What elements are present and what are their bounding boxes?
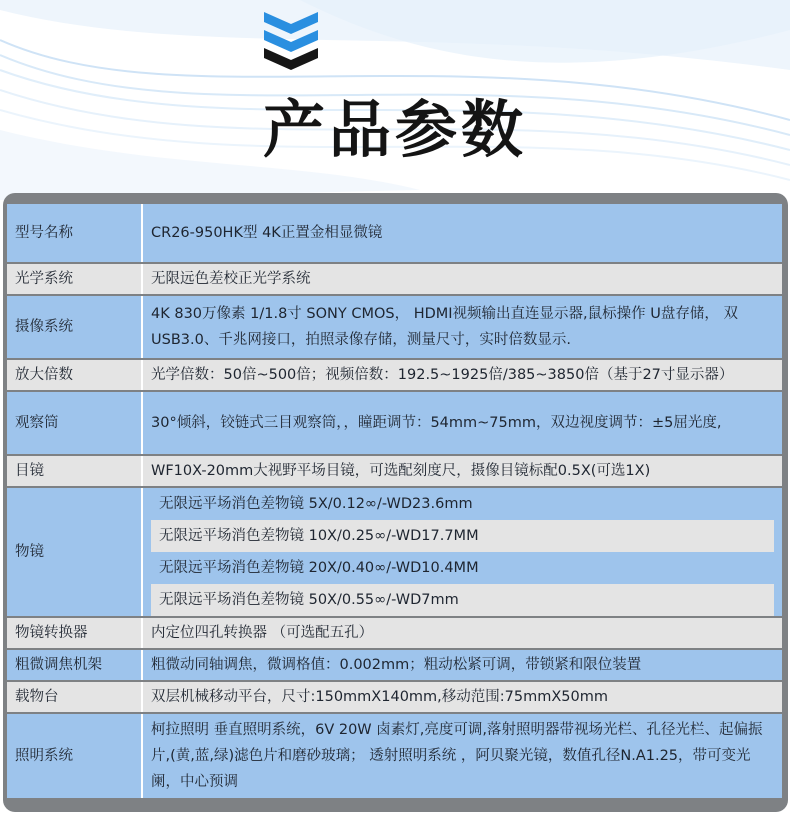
spec-label: 物镜 (7, 488, 143, 616)
objective-item: 无限远平场消色差物镜 20X/0.40∞/-WD10.4MM (151, 552, 774, 584)
spec-label: 光学系统 (7, 264, 143, 294)
spec-label: 观察筒 (7, 392, 143, 454)
table-row (7, 682, 782, 712)
spec-value: WF10X-20mm大视野平场目镜，可选配刻度尺，摄像目镜标配0.5X(可选1X) (143, 456, 782, 486)
table-row (7, 296, 782, 358)
triple-chevron-down-icon (264, 12, 318, 74)
spec-label: 摄像系统 (7, 296, 143, 358)
table-row (7, 264, 782, 294)
objective-item: 无限远平场消色差物镜 10X/0.25∞/-WD17.7MM (151, 520, 774, 552)
spec-value: 30°倾斜，铰链式三目观察筒，，瞳距调节：54mm~75mm，双边视度调节：±5屈光度, (143, 392, 782, 454)
spec-label: 放大倍数 (7, 360, 143, 390)
spec-value: 内定位四孔转换器 （可选配五孔） (143, 618, 782, 648)
spec-table (7, 202, 782, 800)
spec-label: 粗微调焦机架 (7, 650, 143, 680)
spec-label: 目镜 (7, 456, 143, 486)
objective-item: 无限远平场消色差物镜 50X/0.55∞/-WD7mm (151, 584, 774, 616)
table-row (7, 456, 782, 486)
header-banner (0, 0, 790, 200)
table-row (7, 360, 782, 390)
table-row (7, 650, 782, 680)
table-row (7, 618, 782, 648)
spec-label: 型号名称 (7, 204, 143, 262)
spec-value: 双层机械移动平台，尺寸:150mmX140mm,移动范围:75mmX50mm (143, 682, 782, 712)
spec-value: 4K 830万像素 1/1.8寸 SONY CMOS， HDMI视频输出直连显示器,鼠标操作 U盘存储， 双USB3.0、千兆网接口，拍照录像存储，测量尺寸，实时倍数显示. (143, 296, 782, 358)
table-row (7, 488, 782, 616)
table-row (7, 714, 782, 798)
spec-label: 照明系统 (7, 714, 143, 798)
table-row (7, 204, 782, 262)
spec-value: 光学倍数：50倍~500倍；视频倍数：192.5~1925倍/385~3850倍（基于27寸显示器） (143, 360, 782, 390)
objective-list (143, 488, 782, 616)
spec-value: 柯拉照明 垂直照明系统，6V 20W 卤素灯,亮度可调,落射照明器带视场光栏、孔径光栏、起偏振片,(黄,蓝,绿)滤色片和磨砂玻璃； 透射照明系统 ，阿贝聚光镜，数值孔径N.A1.25，带可变光阑，中心预调 (143, 714, 782, 798)
spec-label: 载物台 (7, 682, 143, 712)
objective-item: 无限远平场消色差物镜 5X/0.12∞/-WD23.6mm (151, 488, 774, 520)
table-row (7, 392, 782, 454)
spec-value: CR26-950HK型 4K正置金相显微镜 (143, 204, 782, 262)
spec-value: 粗微动同轴调焦，微调格值：0.002mm；粗动松紧可调，带锁紧和限位装置 (143, 650, 782, 680)
page-title: 产品参数 (262, 93, 527, 166)
spec-value: 无限远色差校正光学系统 (143, 264, 782, 294)
spec-label: 物镜转换器 (7, 618, 143, 648)
